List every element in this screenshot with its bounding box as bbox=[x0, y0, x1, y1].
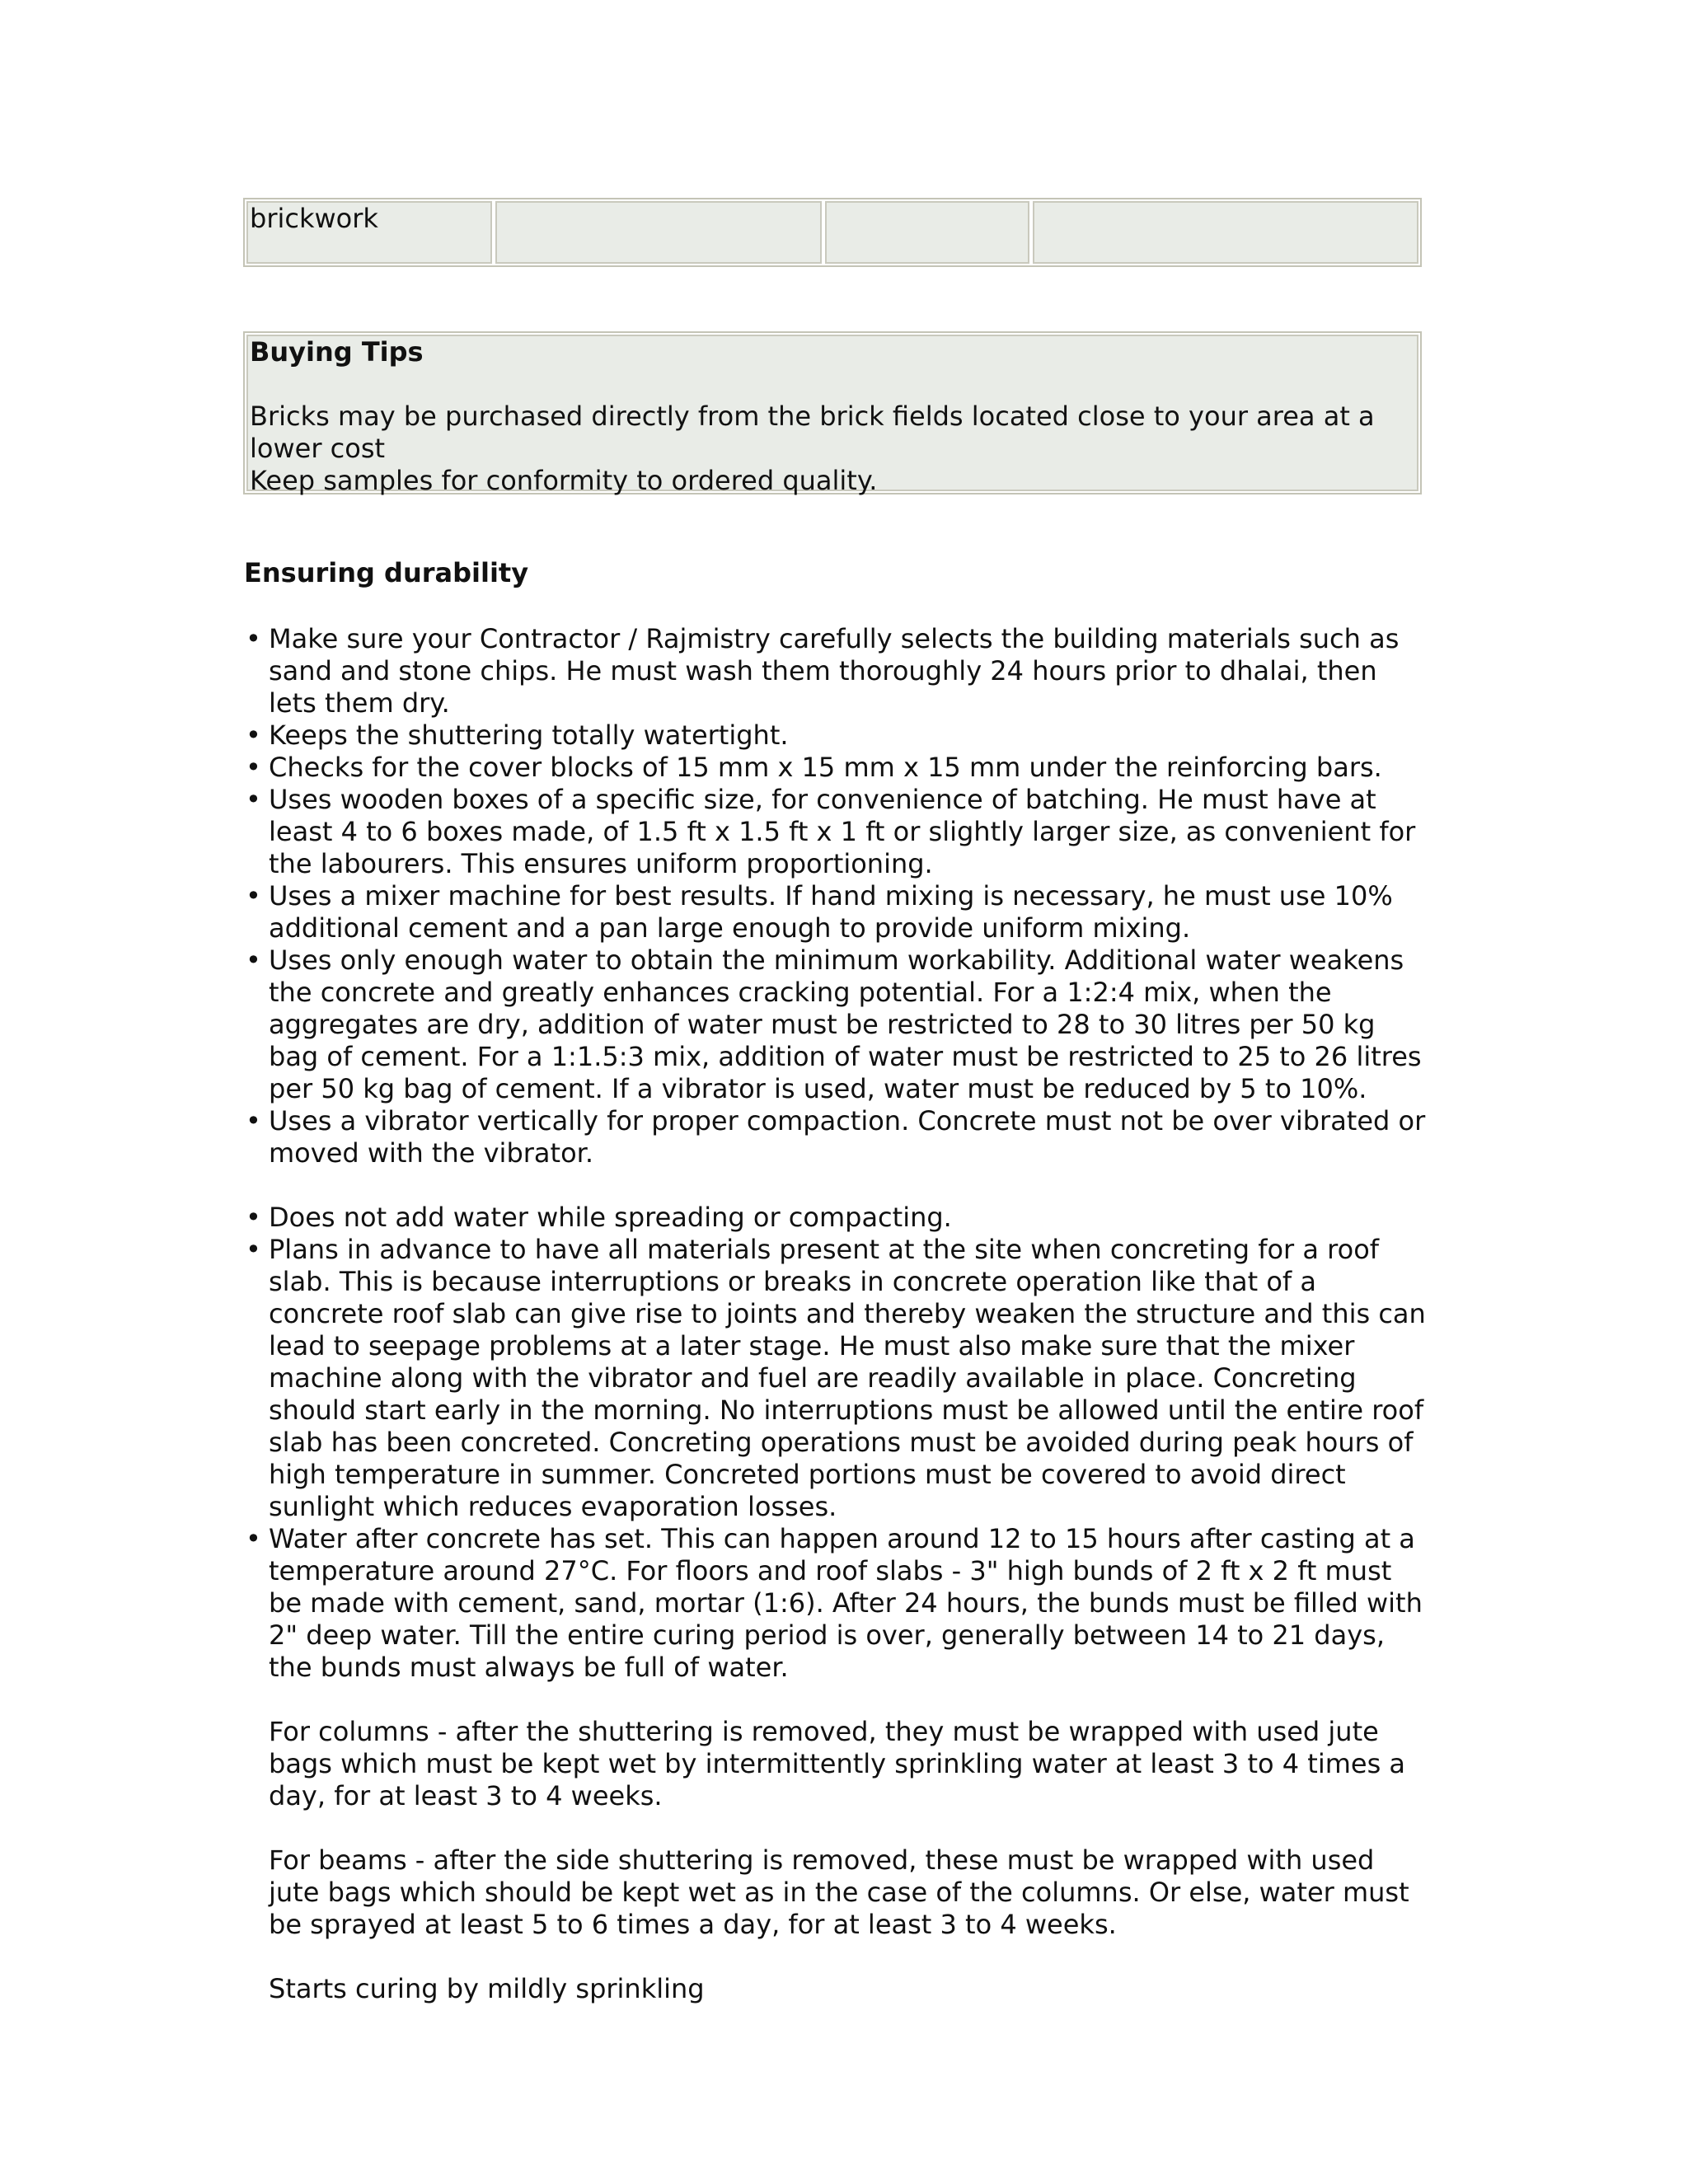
bullet-icon: • bbox=[246, 944, 261, 976]
bullet-icon: • bbox=[246, 623, 261, 654]
list-item-text: For beams - after the side shuttering is removed, these must be wrapped with used jute bags which should be kept wet as in the case of the columns. Or else, water must be sprayed at least 5 to 6 times a day, for at least 3 to 4 weeks. bbox=[269, 1844, 1409, 1940]
buying-tips-content bbox=[246, 335, 1418, 496]
list-item bbox=[244, 784, 1431, 880]
list-item-text: Uses a mixer machine for best results. If hand mixing is necessary, he must use 10% additional cement and a pan large enough to provide uniform mixing. bbox=[269, 880, 1393, 944]
list-item-text: Water after concrete has set. This can happen around 12 to 15 hours after casting at a temperature around 27°C. For floors and roof slabs - 3" high bunds of 2 ft x 2 ft must be made with cement, sand, mortar (1:6). After 24 hours, the bunds must be filled with 2" deep water. Till the entire curing period is over, generally between 14 to 21 days, the bunds must always be full of water. bbox=[269, 1523, 1423, 1683]
table-cell-empty bbox=[825, 201, 1029, 264]
bullet-icon: • bbox=[246, 1523, 261, 1554]
bullet-icon: • bbox=[246, 752, 261, 783]
list-item bbox=[244, 719, 1431, 752]
buying-tips-box bbox=[243, 331, 1422, 494]
list-item-text: For columns - after the shuttering is removed, they must be wrapped with used jute bags which must be kept wet by intermittently sprinkling water at least 3 to 4 times a day, for at least 3 to 4 weeks. bbox=[269, 1716, 1406, 1811]
table-cell-empty bbox=[1033, 201, 1418, 264]
list-item bbox=[244, 880, 1431, 944]
list-item-text: Uses wooden boxes of a specific size, for convenience of batching. He must have at least 4 to 6 boxes made, of 1.5 ft x 1.5 ft x 1 ft or slightly larger size, as convenient for the labourers. This ensures uniform proportioning. bbox=[269, 784, 1416, 879]
list-item-text: Checks for the cover blocks of 15 mm x 15 mm x 15 mm under the reinforcing bars. bbox=[269, 752, 1382, 783]
bullet-icon: • bbox=[246, 1234, 261, 1265]
table-cell-material: brickwork bbox=[246, 201, 492, 264]
list-item bbox=[244, 944, 1431, 1105]
list-item-text: Uses a vibrator vertically for proper compaction. Concrete must not be over vibrated or moved with the vibrator. bbox=[269, 1105, 1426, 1169]
list-item-text: Keeps the shuttering totally watertight. bbox=[269, 719, 789, 751]
durability-bullet-list bbox=[244, 623, 1431, 2005]
bullet-icon: • bbox=[246, 1202, 261, 1233]
buying-tip-line: Bricks may be purchased directly from the brick fields located close to your area at a lower cost bbox=[250, 401, 1375, 464]
buying-tips-title: Buying Tips bbox=[250, 336, 424, 368]
list-item-text: Make sure your Contractor / Rajmistry carefully selects the building materials such as sand and stone chips. He must wash them thoroughly 24 hours prior to dhalai, then lets them dry. bbox=[269, 623, 1400, 719]
list-item bbox=[244, 1234, 1431, 1523]
materials-table-row bbox=[243, 198, 1422, 267]
list-item-text: Plans in advance to have all materials present at the site when concreting for a roof slab. This is because interruptions or breaks in concrete operation like that of a concrete roof slab can give rise to joints and thereby weaken the structure and this can lead to seepage problems at a later stage. He must also make sure that the mixer machine along with the vibrator and fuel are readily available in place. Concreting should start early in the morning. No interruptions must be allowed until the entire roof slab has been concreted. Concreting operations must be avoided during peak hours of high temperature in summer. Concreted portions must be covered to avoid direct sunlight which reduces evaporation losses. bbox=[269, 1234, 1426, 1522]
section-heading: Ensuring durability bbox=[244, 557, 529, 588]
table-cell-empty bbox=[495, 201, 822, 264]
bullet-icon: • bbox=[246, 1105, 261, 1137]
list-item bbox=[244, 623, 1431, 719]
list-item-text: Uses only enough water to obtain the minimum workability. Additional water weakens the concrete and greatly enhances cracking potential. For a 1:2:4 mix, when the aggregates are dry, addition of water must be restricted to 28 to 30 litres per 50 kg bag of cement. For a 1:1.5:3 mix, addition of water must be restricted to 25 to 26 litres per 50 kg bag of cement. If a vibrator is used, water must be reduced by 5 to 10%. bbox=[269, 944, 1422, 1104]
list-item bbox=[244, 1523, 1431, 2005]
list-item bbox=[244, 1105, 1431, 1169]
spacer bbox=[250, 368, 1415, 401]
buying-tip-line: Keep samples for conformity to ordered quality. bbox=[250, 465, 878, 496]
bullet-icon: • bbox=[246, 719, 261, 751]
bullet-icon: • bbox=[246, 880, 261, 912]
list-item-text: Does not add water while spreading or compacting. bbox=[269, 1202, 952, 1233]
list-item-text: Starts curing by mildly sprinkling bbox=[269, 1973, 705, 2004]
bullet-icon: • bbox=[246, 784, 261, 815]
list-item bbox=[244, 1202, 1431, 1234]
list-item bbox=[244, 752, 1431, 784]
